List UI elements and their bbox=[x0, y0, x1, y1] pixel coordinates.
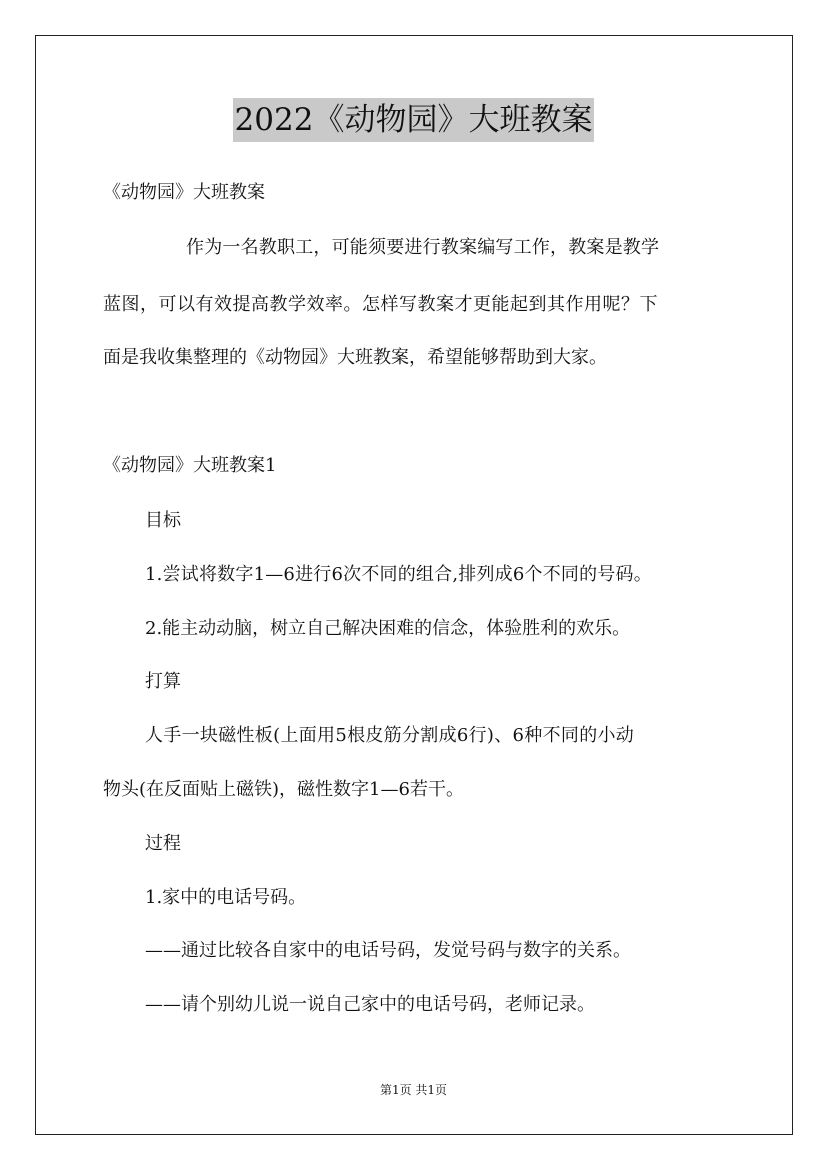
prep-line-2: 物头(在反面贴上磁铁)，磁性数字1—6若干。 bbox=[103, 779, 464, 800]
section-heading: 《动物园》大班教案1 bbox=[103, 455, 277, 476]
document-title: 2022《动物园》大班教案 bbox=[233, 98, 595, 142]
process-item-1: 1.家中的电话号码。 bbox=[145, 887, 307, 908]
intro-line-1: 作为一名教职工，可能须要进行教案编写工作，教案是教学 bbox=[186, 237, 660, 258]
intro-line-3: 面是我收集整理的《动物园》大班教案，希望能够帮助到大家。 bbox=[103, 347, 607, 368]
goal-item-1: 1.尝试将数字1—6进行6次不同的组合,排列成6个不同的号码。 bbox=[145, 564, 652, 585]
goal-label: 目标 bbox=[145, 510, 181, 531]
page-footer: 第1页 共1页 bbox=[379, 1083, 448, 1097]
process-item-2: ——通过比较各自家中的电话号码，发觉号码与数字的关系。 bbox=[145, 940, 631, 961]
prep-line-1: 人手一块磁性板(上面用5根皮筋分割成6行)、6种不同的小动 bbox=[145, 725, 635, 746]
goal-item-2: 2.能主动动脑，树立自己解决困难的信念，体验胜利的欢乐。 bbox=[145, 618, 631, 639]
document-title-wrap bbox=[0, 98, 827, 142]
process-item-3: ——请个别幼儿说一说自己家中的电话号码，老师记录。 bbox=[145, 994, 595, 1015]
intro-line-2: 蓝图，可以有效提高教学效率。怎样写教案才更能起到其作用呢？下 bbox=[103, 294, 658, 315]
document-subtitle: 《动物园》大班教案 bbox=[103, 182, 265, 203]
prep-label: 打算 bbox=[145, 671, 181, 692]
process-label: 过程 bbox=[145, 833, 181, 854]
